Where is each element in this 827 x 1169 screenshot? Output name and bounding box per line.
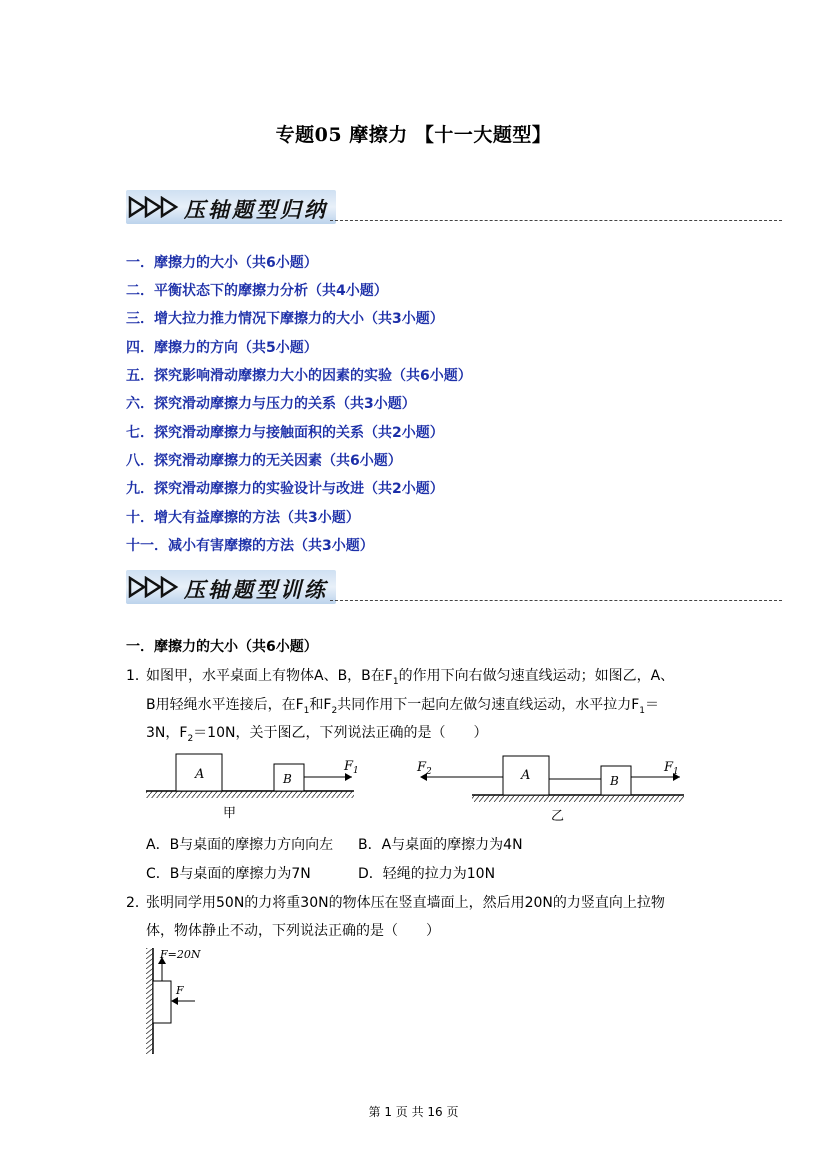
press-force-label: F <box>176 984 184 997</box>
banner-dashed-divider <box>330 220 782 221</box>
question-text-line: 3N，$F_2=10N$，关于图乙，下列说法正确的是（ ） <box>146 725 488 744</box>
option-a[interactable]: A．B与桌面的摩擦力方向向左 <box>146 837 334 853</box>
table-surface <box>472 795 684 802</box>
toc-item[interactable]: 七．探究滑动摩擦力与接触面积的关系（共2小题） <box>126 425 444 441</box>
block-b-label: B <box>283 772 292 786</box>
wall-hatching <box>146 948 153 1054</box>
toc-item[interactable]: 二．平衡状态下的摩擦力分析（共4小题） <box>126 283 388 299</box>
question-text-line: 如图甲，水平桌面上有物体A、B，B在$F_1$的作用下向右做匀速直线运动；如图乙，A、 <box>146 668 675 687</box>
toc-item[interactable]: 五．探究影响滑动摩擦力大小的因素的实验（共6小题） <box>126 368 472 384</box>
press-arrow-icon <box>171 997 178 1005</box>
page-footer: 第 1 页 共 16 页 <box>368 1105 459 1119</box>
toc-item[interactable]: 八．探究滑动摩擦力的无关因素（共6小题） <box>126 453 402 469</box>
table-surface <box>146 791 354 798</box>
question-text-line: 体，物体静止不动，下列说法正确的是（ ） <box>146 923 440 939</box>
page-title: 专题05 摩擦力 【十一大题型】 <box>275 124 552 146</box>
block-a-label: A <box>195 767 205 782</box>
force-right-label: $F_1$ <box>664 760 679 777</box>
figure-caption: 甲 <box>223 806 237 821</box>
option-d[interactable]: D．轻绳的拉力为10N <box>358 866 496 882</box>
toc-item[interactable]: 六．探究滑动摩擦力与压力的关系（共3小题） <box>126 396 416 412</box>
banner-title: 压轴题型归纳 <box>184 197 328 222</box>
figure-jia <box>140 752 360 824</box>
question-number: 1． <box>126 668 149 684</box>
force-left-label: $F_2$ <box>417 760 432 777</box>
toc-item[interactable]: 一．摩擦力的大小（共6小题） <box>126 255 318 271</box>
block-a-label: A <box>521 768 531 783</box>
toc-item[interactable]: 十一．减小有害摩擦的方法（共3小题） <box>126 538 374 554</box>
triple-arrow-icon <box>128 196 184 218</box>
force-label: $F_1$ <box>344 759 359 776</box>
toc-item[interactable]: 九．探究滑动摩擦力的实验设计与改进（共2小题） <box>126 481 444 497</box>
section-heading: 一．摩擦力的大小（共6小题） <box>126 639 318 655</box>
question-text-line: B用轻绳水平连接后，在$F_1$和$F_2$共同作用下一起向左做匀速直线运动，水平拉力$F_1=$ <box>146 697 659 716</box>
banner-dashed-divider <box>330 600 782 601</box>
question-text-line: 张明同学用50N的力将重30N的物体压在竖直墙面上，然后用20N的力竖直向上拉物 <box>146 895 665 911</box>
toc-item[interactable]: 四．摩擦力的方向（共5小题） <box>126 340 318 356</box>
force-arrow-icon <box>345 773 352 781</box>
option-c[interactable]: C．B与桌面的摩擦力为7N <box>146 866 311 882</box>
figure-caption: 乙 <box>551 809 565 824</box>
section-banner-training <box>126 570 336 604</box>
object-block <box>153 981 171 1023</box>
figure-wall-block <box>140 944 220 1058</box>
section-banner-summary <box>126 190 336 224</box>
toc-item[interactable]: 三．增大拉力推力情况下摩擦力的大小（共3小题） <box>126 311 444 327</box>
option-b[interactable]: B．A与桌面的摩擦力为4N <box>358 837 523 853</box>
banner-title: 压轴题型训练 <box>184 577 328 602</box>
toc-item[interactable]: 十．增大有益摩擦的方法（共3小题） <box>126 510 360 526</box>
up-force-label: F=20N <box>160 948 201 961</box>
block-b-label: B <box>610 774 619 788</box>
question-number: 2． <box>126 895 149 911</box>
triple-arrow-icon <box>128 576 184 598</box>
figure-yi <box>414 754 692 826</box>
